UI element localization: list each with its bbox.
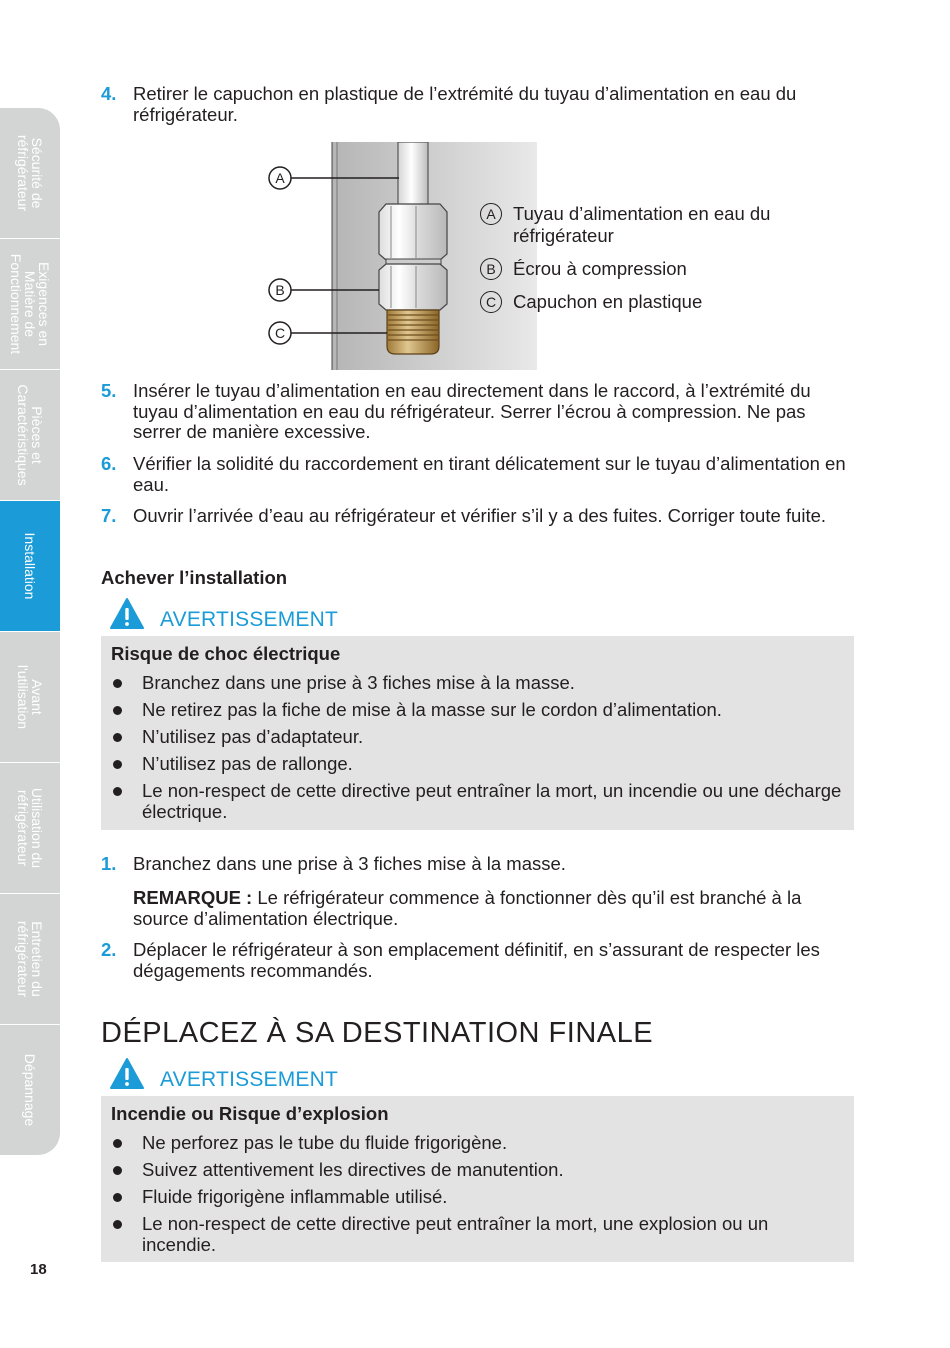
- step-text: Ouvrir l’arrivée d’eau au réfrigérateur et vérifier s’il y a des fuites. Corriger toute fuite.: [133, 505, 827, 526]
- list-item: Fluide frigorigène inflammable utilisé.: [111, 1187, 844, 1208]
- letter-c-icon: C: [480, 291, 502, 313]
- page-number: 18: [30, 1261, 47, 1278]
- warning-triangle-icon: [109, 597, 145, 631]
- tab-avant-utilisation[interactable]: Avant l'utilisation: [0, 632, 60, 762]
- step-number: 2.: [101, 939, 117, 960]
- step-number: 5.: [101, 380, 117, 401]
- step-text: Insérer le tuyau d’alimentation en eau directement dans le raccord, à l’extrémité du tuyau d’alimentation en eau du réfrigérateur. Serrer l’écrou à compression. Ne pas serrer de manière excessive.: [133, 380, 811, 442]
- step-text: Vérifier la solidité du raccordement en tirant délicatement sur le tuyau d’alimentation en eau.: [133, 453, 846, 495]
- step-7: [101, 506, 854, 527]
- letter-a-icon: A: [480, 203, 502, 225]
- step-number: 4.: [101, 83, 117, 104]
- legend-item: [480, 291, 800, 313]
- step-4: [101, 84, 854, 125]
- subhead-achever: Achever l’installation: [101, 567, 288, 588]
- step-text: Retirer le capuchon en plastique de l’extrémité du tuyau d’alimentation en eau du réfrigérateur.: [133, 83, 797, 125]
- step-number: 1.: [101, 853, 117, 874]
- list-item: Le non-respect de cette directive peut entraîner la mort, un incendie ou une décharge électrique.: [111, 781, 844, 822]
- note-body: Le réfrigérateur commence à fonctionner dès qu’il est branché à la source d’alimentation électrique.: [133, 887, 802, 929]
- figure-legend: [480, 203, 800, 324]
- legend-item: [480, 258, 800, 280]
- warning-list: [111, 1133, 844, 1255]
- side-tabs: [0, 108, 60, 1156]
- list-item: N’utilisez pas d’adaptateur.: [111, 727, 844, 748]
- step-5: [101, 381, 854, 443]
- legend-text: Capuchon en plastique: [513, 291, 703, 312]
- warning-list: [111, 673, 844, 822]
- note-label: REMARQUE :: [133, 887, 253, 908]
- tab-securite[interactable]: Sécurité de réfrigérateur: [0, 108, 60, 238]
- tab-exigences[interactable]: Exigences en Matière de Fonctionnement: [0, 239, 60, 369]
- list-item: Ne perforez pas le tube du fluide frigorigène.: [111, 1133, 844, 1154]
- step-6: [101, 454, 854, 495]
- tab-utilisation[interactable]: Utilisation du réfrigérateur: [0, 763, 60, 893]
- list-item: Branchez dans une prise à 3 fiches mise à la masse.: [111, 673, 844, 694]
- tab-entretien[interactable]: Entretien du réfrigérateur: [0, 894, 60, 1024]
- letter-b-icon: B: [480, 258, 502, 280]
- legend-text: Tuyau d’alimentation en eau du réfrigérateur: [513, 203, 771, 246]
- step-1: [101, 854, 854, 875]
- warning-box-title: Risque de choc électrique: [111, 643, 341, 664]
- callout-c-letter: C: [274, 325, 286, 341]
- legend-item: [480, 203, 800, 247]
- note: [101, 888, 854, 929]
- warning-box-title: Incendie ou Risque d’explosion: [111, 1103, 389, 1124]
- step-text: Déplacer le réfrigérateur à son emplacement définitif, en s’assurant de respecter les dégagements recommandés.: [133, 939, 820, 981]
- list-item: Suivez attentivement les directives de manutention.: [111, 1160, 844, 1181]
- list-item: Ne retirez pas la fiche de mise à la masse sur le cordon d’alimentation.: [111, 700, 844, 721]
- tab-pieces[interactable]: Pièces et Caractéristiques: [0, 370, 60, 500]
- list-item: Le non-respect de cette directive peut entraîner la mort, une explosion ou un incendie.: [111, 1214, 844, 1255]
- step-text: Branchez dans une prise à 3 fiches mise à la masse.: [133, 853, 566, 874]
- callout-a-letter: A: [275, 170, 285, 186]
- callout-b-letter: B: [275, 282, 285, 298]
- tab-installation[interactable]: Installation: [0, 501, 60, 631]
- step-number: 7.: [101, 505, 117, 526]
- warning-title: AVERTISSEMENT: [160, 1068, 339, 1091]
- list-item: N’utilisez pas de rallonge.: [111, 754, 844, 775]
- legend-text: Écrou à compression: [513, 258, 687, 279]
- warning-box: [101, 636, 854, 830]
- section-title: DÉPLACEZ À SA DESTINATION FINALE: [101, 1017, 654, 1049]
- tab-depannage[interactable]: Dépannage: [0, 1025, 60, 1155]
- step-2: [101, 940, 854, 981]
- warning-box: [101, 1096, 854, 1262]
- step-number: 6.: [101, 453, 117, 474]
- note-text: [133, 888, 854, 929]
- warning-title: AVERTISSEMENT: [160, 608, 339, 631]
- warning-triangle-icon: [109, 1057, 145, 1091]
